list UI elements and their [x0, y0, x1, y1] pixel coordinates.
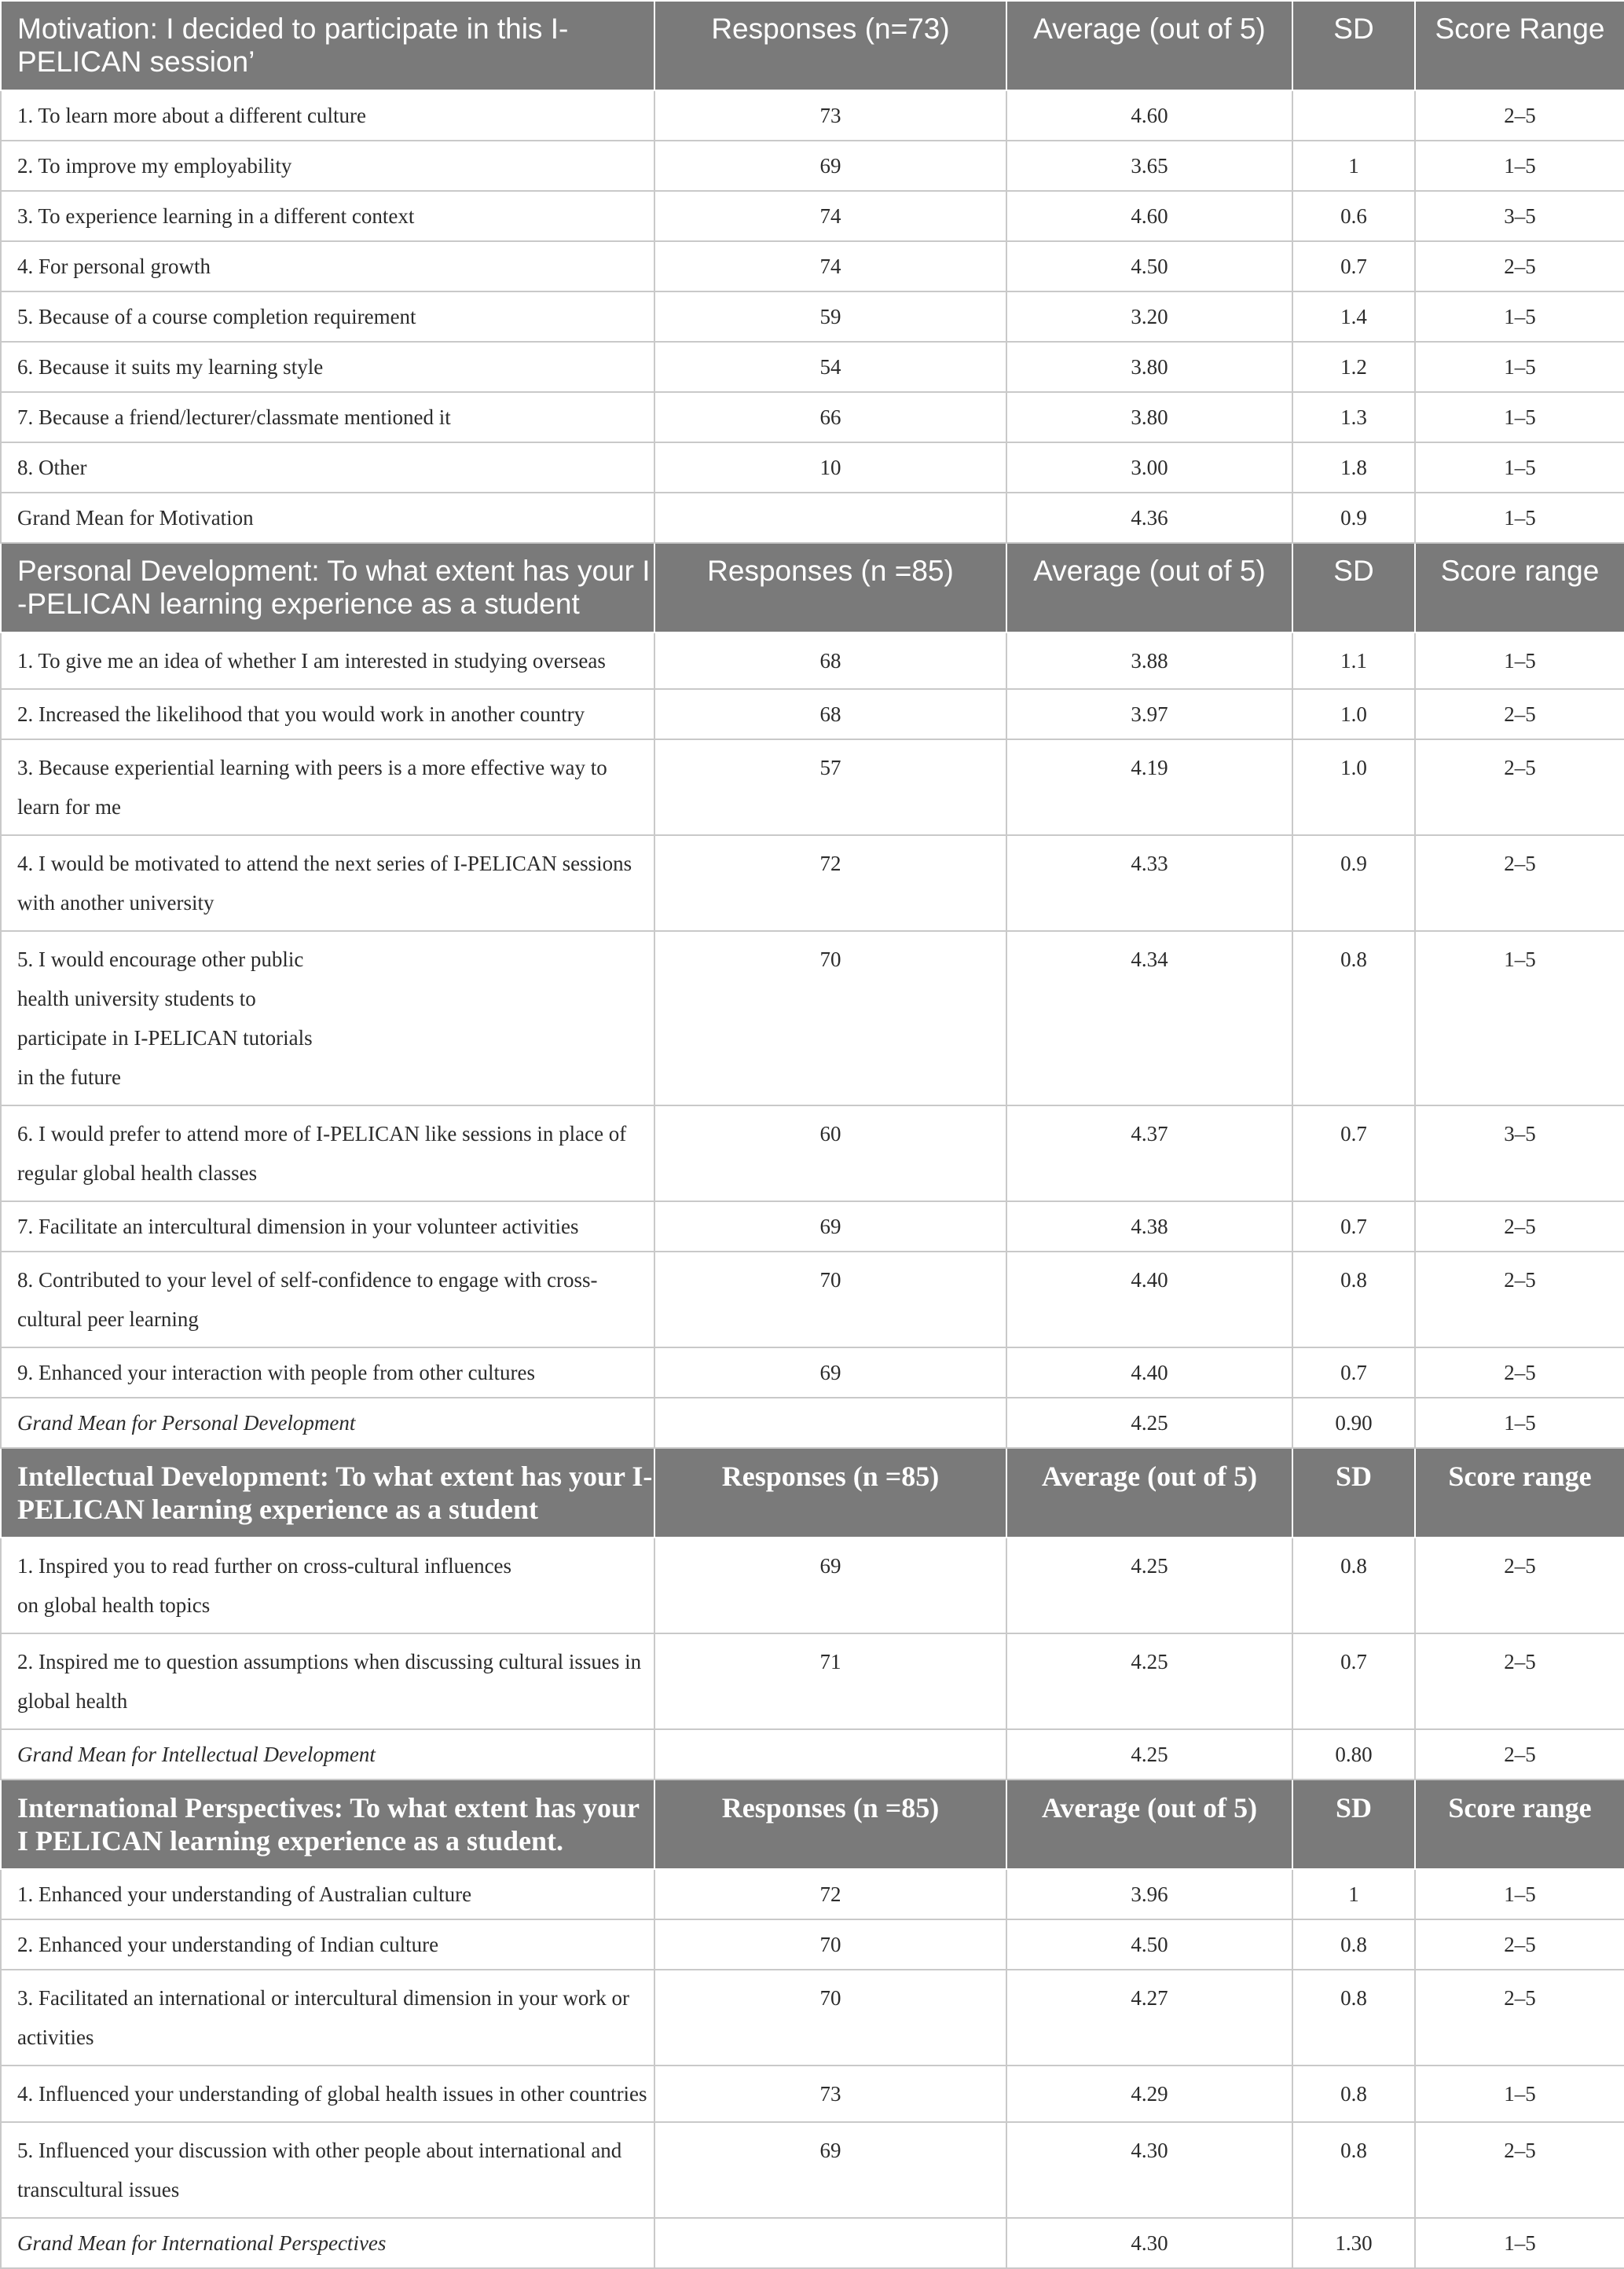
average-cell: 4.25: [1006, 1729, 1292, 1780]
responses-cell: 66: [654, 392, 1006, 442]
section-header-intellectual-development: [1, 1448, 1624, 1538]
sd-cell: 1.3: [1292, 392, 1415, 442]
table-row: [1, 1105, 1624, 1201]
range-cell: 3–5: [1415, 1105, 1624, 1201]
responses-cell: [654, 1398, 1006, 1448]
item-label: 2. To improve my employability: [1, 141, 654, 191]
average-cell: 3.96: [1006, 1869, 1292, 1919]
sd-cell: 0.8: [1292, 2122, 1415, 2218]
range-cell: 2–5: [1415, 1538, 1624, 1633]
range-cell: 2–5: [1415, 1729, 1624, 1780]
table-row: [1, 141, 1624, 191]
sd-cell: 0.8: [1292, 1919, 1415, 1970]
range-cell: 2–5: [1415, 739, 1624, 835]
average-cell: 4.36: [1006, 493, 1292, 543]
sd-cell: 0.7: [1292, 1347, 1415, 1398]
item-label: 7. Because a friend/lecturer/classmate mentioned it: [1, 392, 654, 442]
range-header: Score range: [1415, 1780, 1624, 1869]
range-cell: 2–5: [1415, 90, 1624, 141]
table-body: [1, 1, 1624, 2268]
sd-header: SD: [1292, 1448, 1415, 1538]
table-row: [1, 442, 1624, 493]
responses-cell: 74: [654, 191, 1006, 241]
average-cell: 4.60: [1006, 191, 1292, 241]
range-cell: 2–5: [1415, 1970, 1624, 2066]
average-header: Average (out of 5): [1006, 1, 1292, 90]
responses-cell: 10: [654, 442, 1006, 493]
responses-cell: 69: [654, 1347, 1006, 1398]
average-cell: 4.29: [1006, 2066, 1292, 2122]
grand-mean-row: [1, 1398, 1624, 1448]
grand-mean-row: [1, 1729, 1624, 1780]
sd-cell: 0.9: [1292, 493, 1415, 543]
responses-cell: 70: [654, 1252, 1006, 1347]
table-row: [1, 90, 1624, 141]
table-row: [1, 1869, 1624, 1919]
grand-mean-label: Grand Mean for Intellectual Development: [1, 1729, 654, 1780]
item-label: 7. Facilitate an intercultural dimension in your volunteer activities: [1, 1201, 654, 1252]
table-row: [1, 1347, 1624, 1398]
responses-header: Responses (n=73): [654, 1, 1006, 90]
table-row: [1, 241, 1624, 291]
sd-cell: 1.30: [1292, 2218, 1415, 2268]
responses-cell: 68: [654, 689, 1006, 739]
responses-cell: 54: [654, 342, 1006, 392]
sd-cell: 1.4: [1292, 291, 1415, 342]
range-cell: 1–5: [1415, 931, 1624, 1105]
responses-cell: [654, 493, 1006, 543]
item-label: 2. Inspired me to question assumptions when discussing cultural issues in global health: [1, 1633, 654, 1729]
range-cell: 3–5: [1415, 191, 1624, 241]
grand-mean-label: Grand Mean for Motivation: [1, 493, 654, 543]
table-row: [1, 392, 1624, 442]
table-row: [1, 1252, 1624, 1347]
sd-header: SD: [1292, 1780, 1415, 1869]
item-label: 2. Increased the likelihood that you would work in another country: [1, 689, 654, 739]
item-label: 8. Contributed to your level of self-confidence to engage with cross-cultural peer learning: [1, 1252, 654, 1347]
average-cell: 3.97: [1006, 689, 1292, 739]
table-row: [1, 689, 1624, 739]
average-cell: 3.00: [1006, 442, 1292, 493]
sd-header: SD: [1292, 1, 1415, 90]
item-label: 3. Because experiential learning with peers is a more effective way to learn for me: [1, 739, 654, 835]
item-label: 3. Facilitated an international or intercultural dimension in your work or activities: [1, 1970, 654, 2066]
range-cell: 2–5: [1415, 835, 1624, 931]
responses-cell: 60: [654, 1105, 1006, 1201]
range-cell: 2–5: [1415, 241, 1624, 291]
responses-header: Responses (n =85): [654, 1448, 1006, 1538]
responses-cell: 70: [654, 1919, 1006, 1970]
table-row: [1, 931, 1624, 1105]
sd-cell: 0.8: [1292, 1538, 1415, 1633]
sd-cell: 0.7: [1292, 1201, 1415, 1252]
item-label: 5. I would encourage other public health university students to participate in I-PELICAN tutorials in the future: [1, 931, 654, 1105]
section-title: Personal Development: To what extent has your I -PELICAN learning experience as a student: [1, 543, 654, 632]
average-cell: 3.88: [1006, 632, 1292, 689]
sd-cell: [1292, 90, 1415, 141]
sd-cell: 0.8: [1292, 1970, 1415, 2066]
item-label: 8. Other: [1, 442, 654, 493]
item-label: 2. Enhanced your understanding of Indian culture: [1, 1919, 654, 1970]
sd-cell: 0.8: [1292, 1252, 1415, 1347]
average-cell: 4.25: [1006, 1538, 1292, 1633]
sd-cell: 0.90: [1292, 1398, 1415, 1448]
range-cell: 2–5: [1415, 689, 1624, 739]
item-label: 3. To experience learning in a different context: [1, 191, 654, 241]
range-cell: 2–5: [1415, 1252, 1624, 1347]
table-row: [1, 342, 1624, 392]
average-cell: 4.40: [1006, 1347, 1292, 1398]
table-row: [1, 2066, 1624, 2122]
responses-cell: 69: [654, 2122, 1006, 2218]
responses-cell: 68: [654, 632, 1006, 689]
grand-mean-row: [1, 493, 1624, 543]
responses-cell: 72: [654, 1869, 1006, 1919]
average-cell: 4.38: [1006, 1201, 1292, 1252]
range-header: Score range: [1415, 1448, 1624, 1538]
grand-mean-row: [1, 2218, 1624, 2268]
item-label: 1. To learn more about a different culture: [1, 90, 654, 141]
responses-cell: 70: [654, 931, 1006, 1105]
table-row: [1, 835, 1624, 931]
responses-cell: 73: [654, 90, 1006, 141]
range-cell: 1–5: [1415, 632, 1624, 689]
average-header: Average (out of 5): [1006, 1448, 1292, 1538]
responses-cell: 72: [654, 835, 1006, 931]
responses-cell: [654, 2218, 1006, 2268]
range-cell: 1–5: [1415, 2218, 1624, 2268]
sd-cell: 0.7: [1292, 1633, 1415, 1729]
item-label: 1. Enhanced your understanding of Australian culture: [1, 1869, 654, 1919]
item-label: 5. Because of a course completion requirement: [1, 291, 654, 342]
table-row: [1, 1633, 1624, 1729]
average-cell: 3.80: [1006, 392, 1292, 442]
responses-header: Responses (n =85): [654, 1780, 1006, 1869]
average-cell: 4.27: [1006, 1970, 1292, 2066]
table-row: [1, 1538, 1624, 1633]
sd-cell: 0.6: [1292, 191, 1415, 241]
range-header: Score Range: [1415, 1, 1624, 90]
average-cell: 4.30: [1006, 2218, 1292, 2268]
table-row: [1, 2122, 1624, 2218]
responses-cell: 69: [654, 1201, 1006, 1252]
range-cell: 2–5: [1415, 2122, 1624, 2218]
average-cell: 4.34: [1006, 931, 1292, 1105]
table-row: [1, 191, 1624, 241]
average-cell: 4.25: [1006, 1398, 1292, 1448]
average-cell: 4.33: [1006, 835, 1292, 931]
average-cell: 3.20: [1006, 291, 1292, 342]
range-header: Score range: [1415, 543, 1624, 632]
range-cell: 1–5: [1415, 392, 1624, 442]
average-cell: 3.65: [1006, 141, 1292, 191]
sd-cell: 1: [1292, 141, 1415, 191]
responses-cell: 73: [654, 2066, 1006, 2122]
range-cell: 1–5: [1415, 1398, 1624, 1448]
item-label: 6. Because it suits my learning style: [1, 342, 654, 392]
range-cell: 2–5: [1415, 1919, 1624, 1970]
responses-cell: 74: [654, 241, 1006, 291]
grand-mean-label: Grand Mean for International Perspectives: [1, 2218, 654, 2268]
responses-cell: 71: [654, 1633, 1006, 1729]
section-title: Intellectual Development: To what extent has your I-PELICAN learning experience as a student: [1, 1448, 654, 1538]
range-cell: 1–5: [1415, 493, 1624, 543]
item-label: 9. Enhanced your interaction with people from other cultures: [1, 1347, 654, 1398]
table-row: [1, 1201, 1624, 1252]
range-cell: 1–5: [1415, 342, 1624, 392]
sd-cell: 1.1: [1292, 632, 1415, 689]
item-label: 1. To give me an idea of whether I am interested in studying overseas: [1, 632, 654, 689]
range-cell: 1–5: [1415, 442, 1624, 493]
table-row: [1, 739, 1624, 835]
range-cell: 1–5: [1415, 2066, 1624, 2122]
grand-mean-label: Grand Mean for Personal Development: [1, 1398, 654, 1448]
sd-cell: 0.7: [1292, 241, 1415, 291]
average-header: Average (out of 5): [1006, 1780, 1292, 1869]
table-row: [1, 632, 1624, 689]
responses-cell: 69: [654, 141, 1006, 191]
item-label: 6. I would prefer to attend more of I-PELICAN like sessions in place of regular global health classes: [1, 1105, 654, 1201]
sd-cell: 1.0: [1292, 739, 1415, 835]
average-cell: 4.37: [1006, 1105, 1292, 1201]
responses-cell: [654, 1729, 1006, 1780]
sd-cell: 0.8: [1292, 2066, 1415, 2122]
responses-cell: 57: [654, 739, 1006, 835]
range-cell: 2–5: [1415, 1201, 1624, 1252]
responses-cell: 59: [654, 291, 1006, 342]
sd-cell: 1.2: [1292, 342, 1415, 392]
average-cell: 4.50: [1006, 1919, 1292, 1970]
average-header: Average (out of 5): [1006, 543, 1292, 632]
average-cell: 4.60: [1006, 90, 1292, 141]
average-cell: 4.50: [1006, 241, 1292, 291]
average-cell: 3.80: [1006, 342, 1292, 392]
table-row: [1, 291, 1624, 342]
responses-cell: 70: [654, 1970, 1006, 2066]
section-header-motivation: [1, 1, 1624, 90]
item-label: 4. Influenced your understanding of global health issues in other countries: [1, 2066, 654, 2122]
sd-cell: 0.7: [1292, 1105, 1415, 1201]
item-label: 5. Influenced your discussion with other people about international and transcultural issues: [1, 2122, 654, 2218]
sd-cell: 0.80: [1292, 1729, 1415, 1780]
range-cell: 2–5: [1415, 1347, 1624, 1398]
average-cell: 4.25: [1006, 1633, 1292, 1729]
average-cell: 4.30: [1006, 2122, 1292, 2218]
average-cell: 4.19: [1006, 739, 1292, 835]
responses-cell: 69: [654, 1538, 1006, 1633]
item-label: 1. Inspired you to read further on cross-cultural influences on global health topics: [1, 1538, 654, 1633]
sd-cell: 1.8: [1292, 442, 1415, 493]
sd-cell: 1.0: [1292, 689, 1415, 739]
item-label: 4. For personal growth: [1, 241, 654, 291]
item-label: 4. I would be motivated to attend the next series of I-PELICAN sessions with another university: [1, 835, 654, 931]
sd-header: SD: [1292, 543, 1415, 632]
section-title: International Perspectives: To what extent has your I PELICAN learning experience as a student.: [1, 1780, 654, 1869]
table-row: [1, 1970, 1624, 2066]
range-cell: 1–5: [1415, 1869, 1624, 1919]
section-header-international-perspectives: [1, 1780, 1624, 1869]
range-cell: 1–5: [1415, 141, 1624, 191]
responses-header: Responses (n =85): [654, 543, 1006, 632]
sd-cell: 0.9: [1292, 835, 1415, 931]
sd-cell: 1: [1292, 1869, 1415, 1919]
section-title: Motivation: I decided to participate in this I-PELICAN session’: [1, 1, 654, 90]
range-cell: 2–5: [1415, 1633, 1624, 1729]
range-cell: 1–5: [1415, 291, 1624, 342]
average-cell: 4.40: [1006, 1252, 1292, 1347]
table-row: [1, 1919, 1624, 1970]
section-header-personal-development: [1, 543, 1624, 632]
sd-cell: 0.8: [1292, 931, 1415, 1105]
